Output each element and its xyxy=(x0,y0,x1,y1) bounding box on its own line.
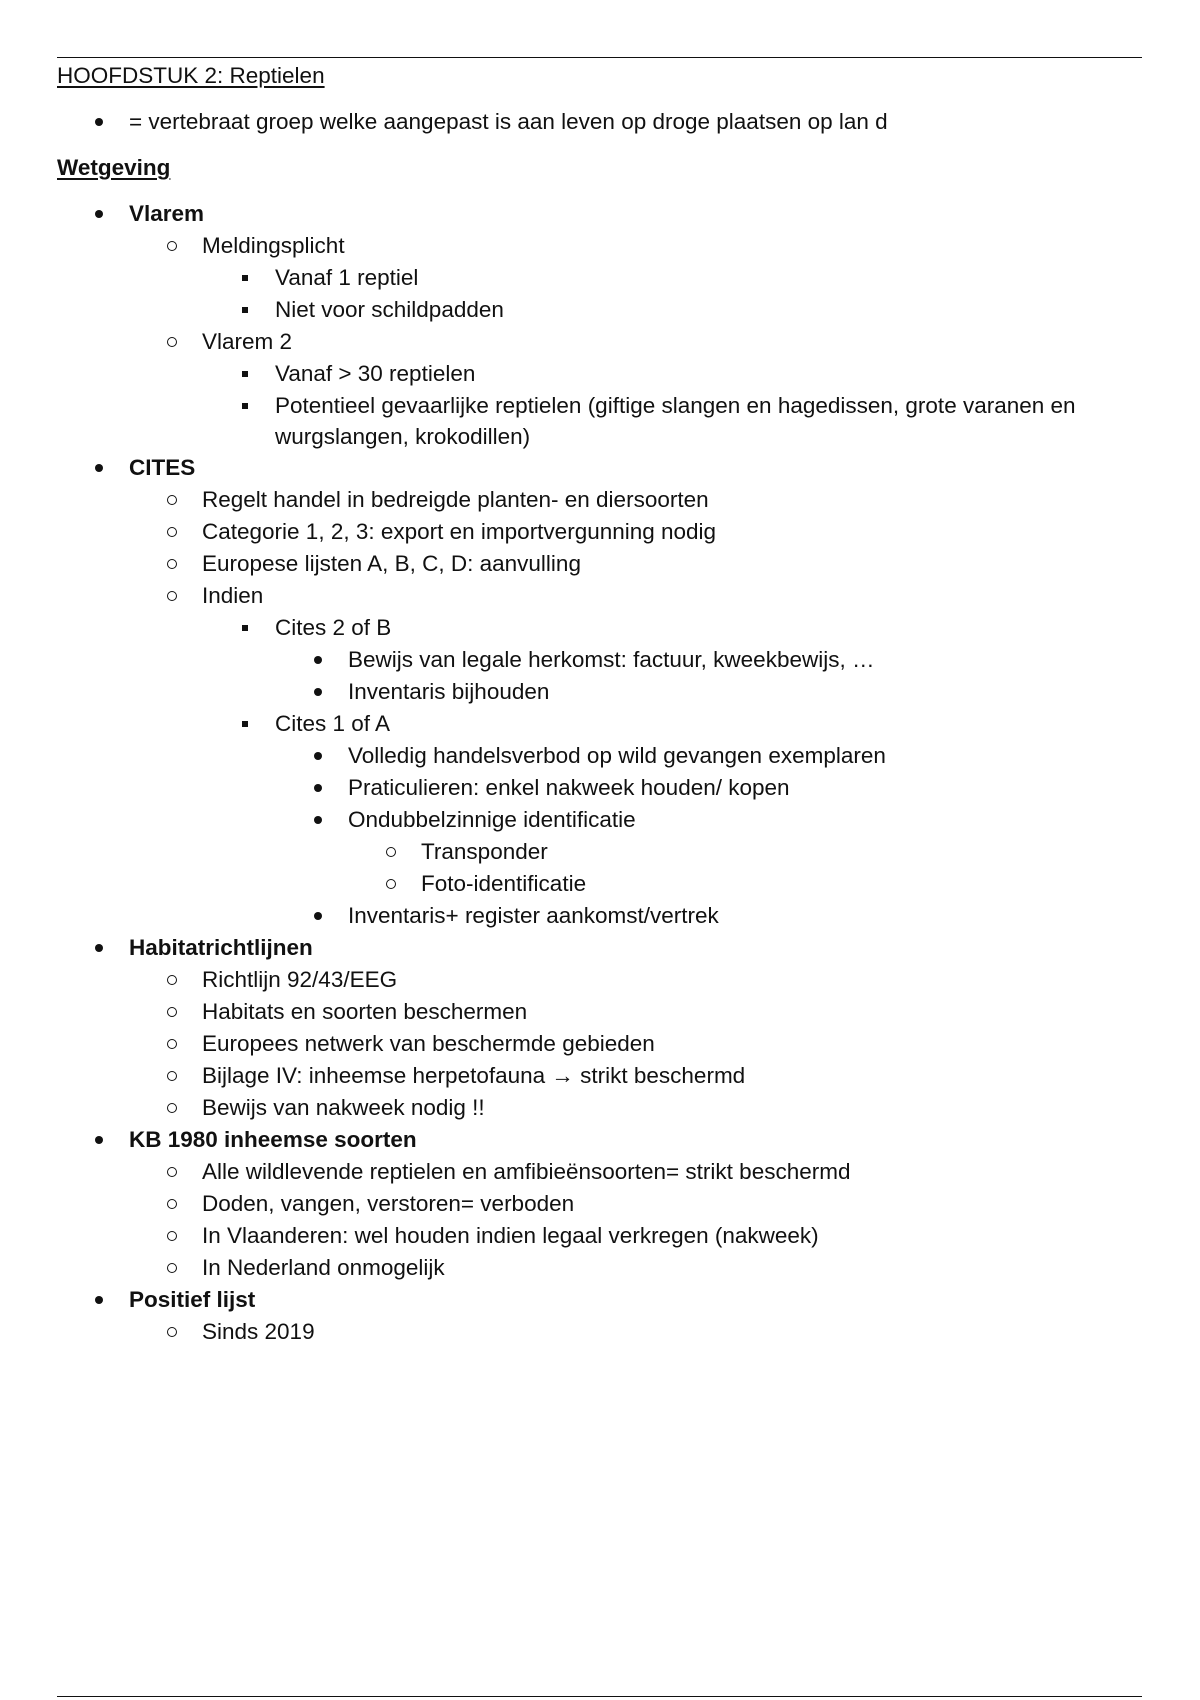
list-item-label: Positief lijst xyxy=(129,1287,256,1312)
list-item xyxy=(57,516,1142,548)
bullet-circle-icon xyxy=(160,1220,184,1252)
list-item-label: Alle wildlevende reptielen en amfibieënsoorten= strikt beschermd xyxy=(202,1159,851,1184)
list-item-kb1980 xyxy=(57,1124,1142,1156)
list-item xyxy=(57,548,1142,580)
list-item-positief xyxy=(57,1284,1142,1316)
bullet-dot-icon xyxy=(306,772,330,804)
bullet-dot-icon xyxy=(306,804,330,836)
list-item-label: Vlarem 2 xyxy=(202,329,293,354)
list-item-label: Doden, vangen, verstoren= verboden xyxy=(202,1191,575,1216)
bullet-circle-icon xyxy=(379,868,403,900)
list-item-label: KB 1980 inheemse soorten xyxy=(129,1127,417,1152)
bullet-dot-icon xyxy=(87,452,111,484)
list-item-label: Vlarem xyxy=(129,201,205,226)
list-item xyxy=(57,390,1142,452)
top-rule xyxy=(57,57,1142,58)
list-item xyxy=(57,740,1142,772)
list-item-vlarem xyxy=(57,198,1142,230)
list-item-label: Transponder xyxy=(421,839,548,864)
bullet-dot-icon xyxy=(87,106,111,138)
list-item-label: Richtlijn 92/43/EEG xyxy=(202,967,398,992)
list-item-label: Regelt handel in bedreigde planten- en diersoorten xyxy=(202,487,709,512)
bullet-circle-icon xyxy=(379,836,403,868)
list-item xyxy=(57,1316,1142,1348)
page-title: HOOFDSTUK 2: Reptielen xyxy=(57,63,325,88)
list-item-label: Indien xyxy=(202,583,264,608)
bullet-dot-icon xyxy=(306,676,330,708)
list-item xyxy=(57,836,1142,868)
list-item-label: CITES xyxy=(129,455,196,480)
bullet-dot-icon xyxy=(306,644,330,676)
list-item xyxy=(57,644,1142,676)
bullet-dot-icon xyxy=(87,1284,111,1316)
list-item xyxy=(57,580,1142,612)
list-item-label: Ondubbelzinnige identificatie xyxy=(348,807,636,832)
list-item xyxy=(57,996,1142,1028)
list-item-label: Habitatrichtlijnen xyxy=(129,935,313,960)
list-item-label: Cites 1 of A xyxy=(275,711,391,736)
bullet-square-icon xyxy=(233,708,257,740)
list-item-label: Vanaf 1 reptiel xyxy=(275,265,419,290)
bullet-circle-icon xyxy=(160,1092,184,1124)
bullet-dot-icon xyxy=(87,932,111,964)
list-item xyxy=(57,1060,1142,1092)
list-item xyxy=(57,964,1142,996)
bullet-circle-icon xyxy=(160,326,184,358)
bullet-circle-icon xyxy=(160,1156,184,1188)
list-item-label: Sinds 2019 xyxy=(202,1319,315,1344)
list-item-label: Bewijs van legale herkomst: factuur, kweekbewijs, … xyxy=(348,647,875,672)
bullet-dot-icon xyxy=(87,198,111,230)
list-item xyxy=(57,1092,1142,1124)
bullet-square-icon xyxy=(233,612,257,644)
list-item-cites xyxy=(57,452,1142,484)
list-item-label: Categorie 1, 2, 3: export en importvergunning nodig xyxy=(202,519,717,544)
document-body xyxy=(57,60,1142,1348)
list-item-cites1 xyxy=(57,708,1142,740)
bullet-circle-icon xyxy=(160,548,184,580)
list-item-label: Habitats en soorten beschermen xyxy=(202,999,528,1024)
list-item-vlarem2 xyxy=(57,326,1142,358)
bullet-circle-icon xyxy=(160,580,184,612)
list-item-label: Meldingsplicht xyxy=(202,233,345,258)
list-item xyxy=(57,262,1142,294)
list-item xyxy=(57,772,1142,804)
list-item-label: In Nederland onmogelijk xyxy=(202,1255,445,1280)
list-item-label: Inventaris+ register aankomst/vertrek xyxy=(348,903,719,928)
list-item xyxy=(57,1028,1142,1060)
list-item xyxy=(57,868,1142,900)
bullet-square-icon xyxy=(233,262,257,294)
bullet-circle-icon xyxy=(160,964,184,996)
list-item-label: Praticulieren: enkel nakweek houden/ kopen xyxy=(348,775,790,800)
list-item xyxy=(57,1188,1142,1220)
intro-item xyxy=(57,106,1142,138)
bullet-circle-icon xyxy=(160,484,184,516)
list-item-label: Europese lijsten A, B, C, D: aanvulling xyxy=(202,551,581,576)
bullet-dot-icon xyxy=(87,1124,111,1156)
bullet-circle-icon xyxy=(160,996,184,1028)
bullet-circle-icon xyxy=(160,1316,184,1348)
list-item xyxy=(57,1220,1142,1252)
list-item xyxy=(57,1156,1142,1188)
list-item xyxy=(57,358,1142,390)
bullet-circle-icon xyxy=(160,230,184,262)
intro-text: = vertebraat groep welke aangepast is aan leven op droge plaatsen op lan d xyxy=(129,109,888,134)
list-item-label: Cites 2 of B xyxy=(275,615,392,640)
list-item-cites2 xyxy=(57,612,1142,644)
list-item xyxy=(57,1252,1142,1284)
bullet-dot-icon xyxy=(306,900,330,932)
bullet-circle-icon xyxy=(160,516,184,548)
list-item-label: Bewijs van nakweek nodig !! xyxy=(202,1095,485,1120)
list-item-meldingsplicht xyxy=(57,230,1142,262)
list-item xyxy=(57,900,1142,932)
list-item-label: Niet voor schildpadden xyxy=(275,297,504,322)
bullet-circle-icon xyxy=(160,1060,184,1092)
bullet-square-icon xyxy=(233,294,257,326)
bullet-dot-icon xyxy=(306,740,330,772)
list-item xyxy=(57,804,1142,836)
list-item-label: Volledig handelsverbod op wild gevangen exemplaren xyxy=(348,743,886,768)
list-item xyxy=(57,676,1142,708)
list-item-label: In Vlaanderen: wel houden indien legaal verkregen (nakweek) xyxy=(202,1223,819,1248)
list-item-label: Europees netwerk van beschermde gebieden xyxy=(202,1031,655,1056)
list-item-label: Vanaf > 30 reptielen xyxy=(275,361,476,386)
bullet-circle-icon xyxy=(160,1188,184,1220)
bullet-circle-icon xyxy=(160,1028,184,1060)
list-item xyxy=(57,484,1142,516)
list-item-label: Foto-identificatie xyxy=(421,871,587,896)
list-item-label: Bijlage IV: inheemse herpetofauna → strikt beschermd xyxy=(202,1063,746,1088)
bullet-circle-icon xyxy=(160,1252,184,1284)
list-item xyxy=(57,294,1142,326)
list-item-habitat xyxy=(57,932,1142,964)
list-item-label: Potentieel gevaarlijke reptielen (giftige slangen en hagedissen, grote varanen en wurgslangen, krokodillen) xyxy=(275,393,1076,449)
bullet-square-icon xyxy=(233,358,257,390)
list-item-label: Inventaris bijhouden xyxy=(348,679,550,704)
bottom-rule xyxy=(57,1696,1142,1697)
section-title: Wetgeving xyxy=(57,155,171,180)
bullet-square-icon xyxy=(233,390,257,421)
